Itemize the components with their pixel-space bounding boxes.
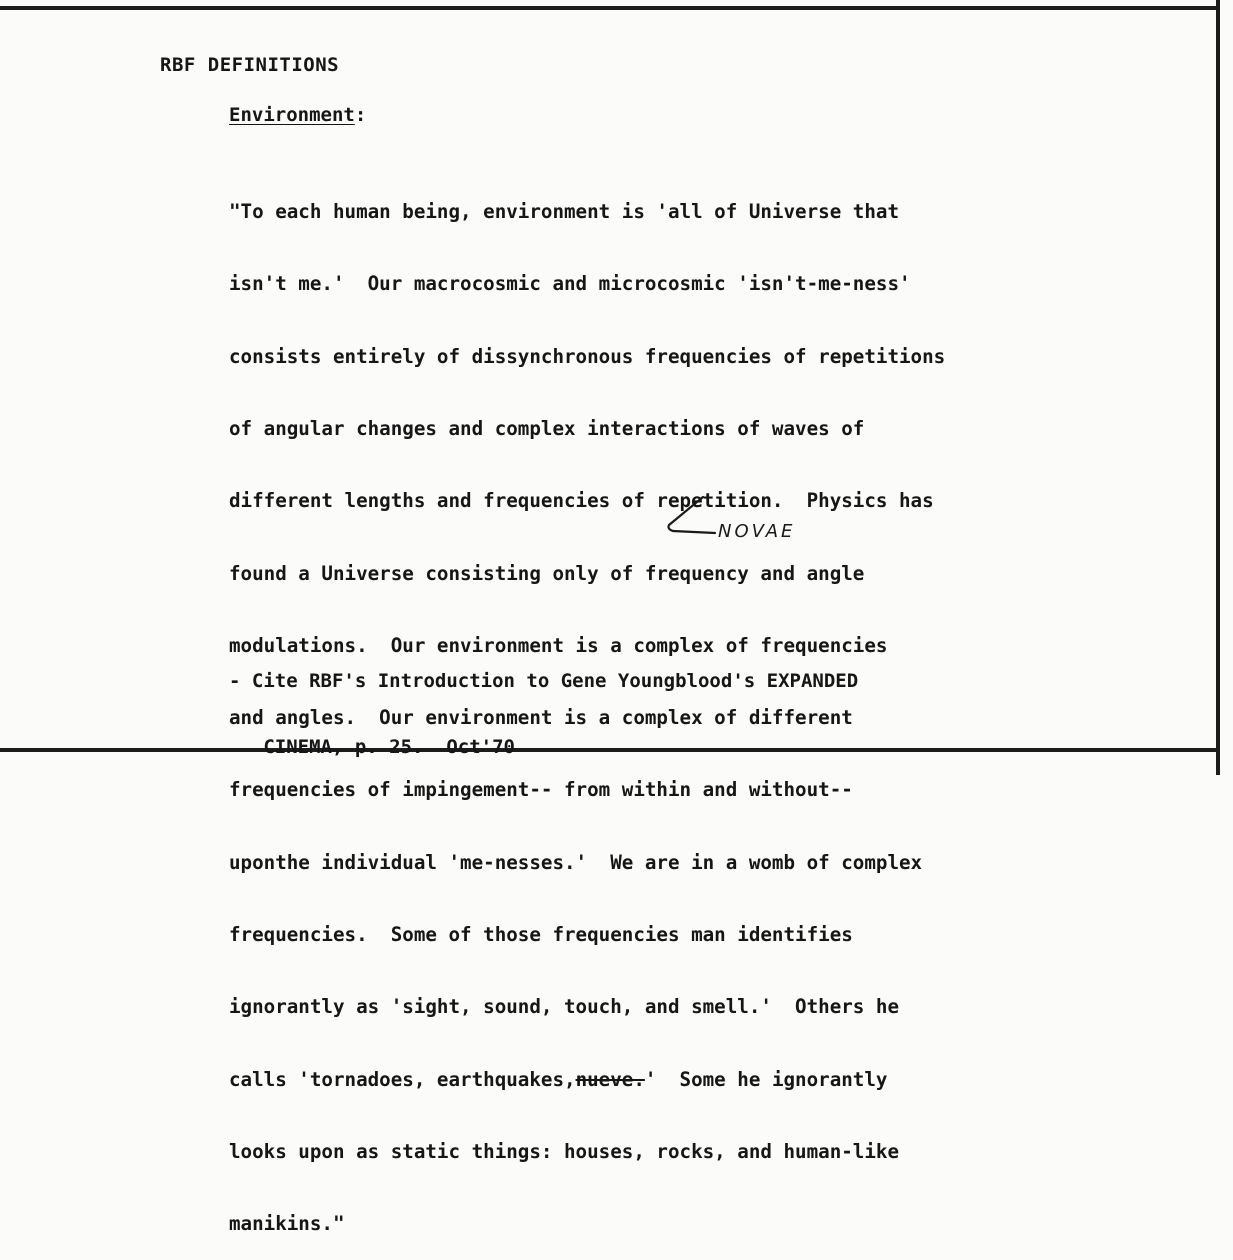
- quote-line: ignorantly as 'sight, sound, touch, and smell.' Others he: [229, 995, 900, 1019]
- citation-line: - Cite RBF's Introduction to Gene Youngblood's EXPANDED: [229, 670, 859, 692]
- page-heading: RBF DEFINITIONS: [160, 54, 340, 76]
- quote-line: "To each human being, environment is 'all of Universe that: [229, 200, 900, 224]
- quote-line: frequencies of impingement-- from within and without--: [229, 778, 853, 802]
- card-border-top: [0, 6, 1220, 10]
- section-title-colon: :: [354, 104, 367, 126]
- quote-line: uponthe individual 'me-nesses.' We are in a womb of complex: [229, 850, 923, 874]
- quote-line-with-correction: [229, 1068, 945, 1092]
- quote-line: frequencies. Some of those frequencies man identifies: [229, 923, 853, 946]
- quote-line: modulations. Our environment is a complex of frequencies: [229, 633, 888, 657]
- quote-line: looks upon as static things: houses, rocks, and human-like: [229, 1139, 900, 1163]
- quote-line: consists entirely of dissynchronous frequencies of repetitions: [229, 344, 946, 368]
- struck-word: nueve.: [575, 1067, 645, 1091]
- quote-line: and angles. Our environment is a complex of different: [229, 706, 853, 730]
- quote-line: found a Universe consisting only of frequency and angle: [229, 561, 865, 585]
- line13-after: ' Some he ignorantly: [644, 1067, 888, 1091]
- quote-line: manikins.": [229, 1212, 345, 1236]
- handwritten-correction: [665, 495, 835, 555]
- quote-line: isn't me.' Our macrocosmic and microcosmic 'isn't-me-ness': [229, 272, 911, 296]
- section-title-text: Environment: [229, 104, 355, 126]
- section-title: [229, 104, 366, 126]
- quote-line: different lengths and frequencies of repetition. Physics has: [229, 489, 934, 513]
- quote-line: of angular changes and complex interactions of waves of: [229, 417, 865, 441]
- line13-before: calls 'tornadoes, earthquakes,: [229, 1067, 576, 1091]
- correction-text: NOVAE: [718, 521, 796, 542]
- card-border-right: [1216, 0, 1220, 775]
- citation: [229, 626, 858, 780]
- citation-line: CINEMA, p. 25. Oct'70: [229, 736, 515, 758]
